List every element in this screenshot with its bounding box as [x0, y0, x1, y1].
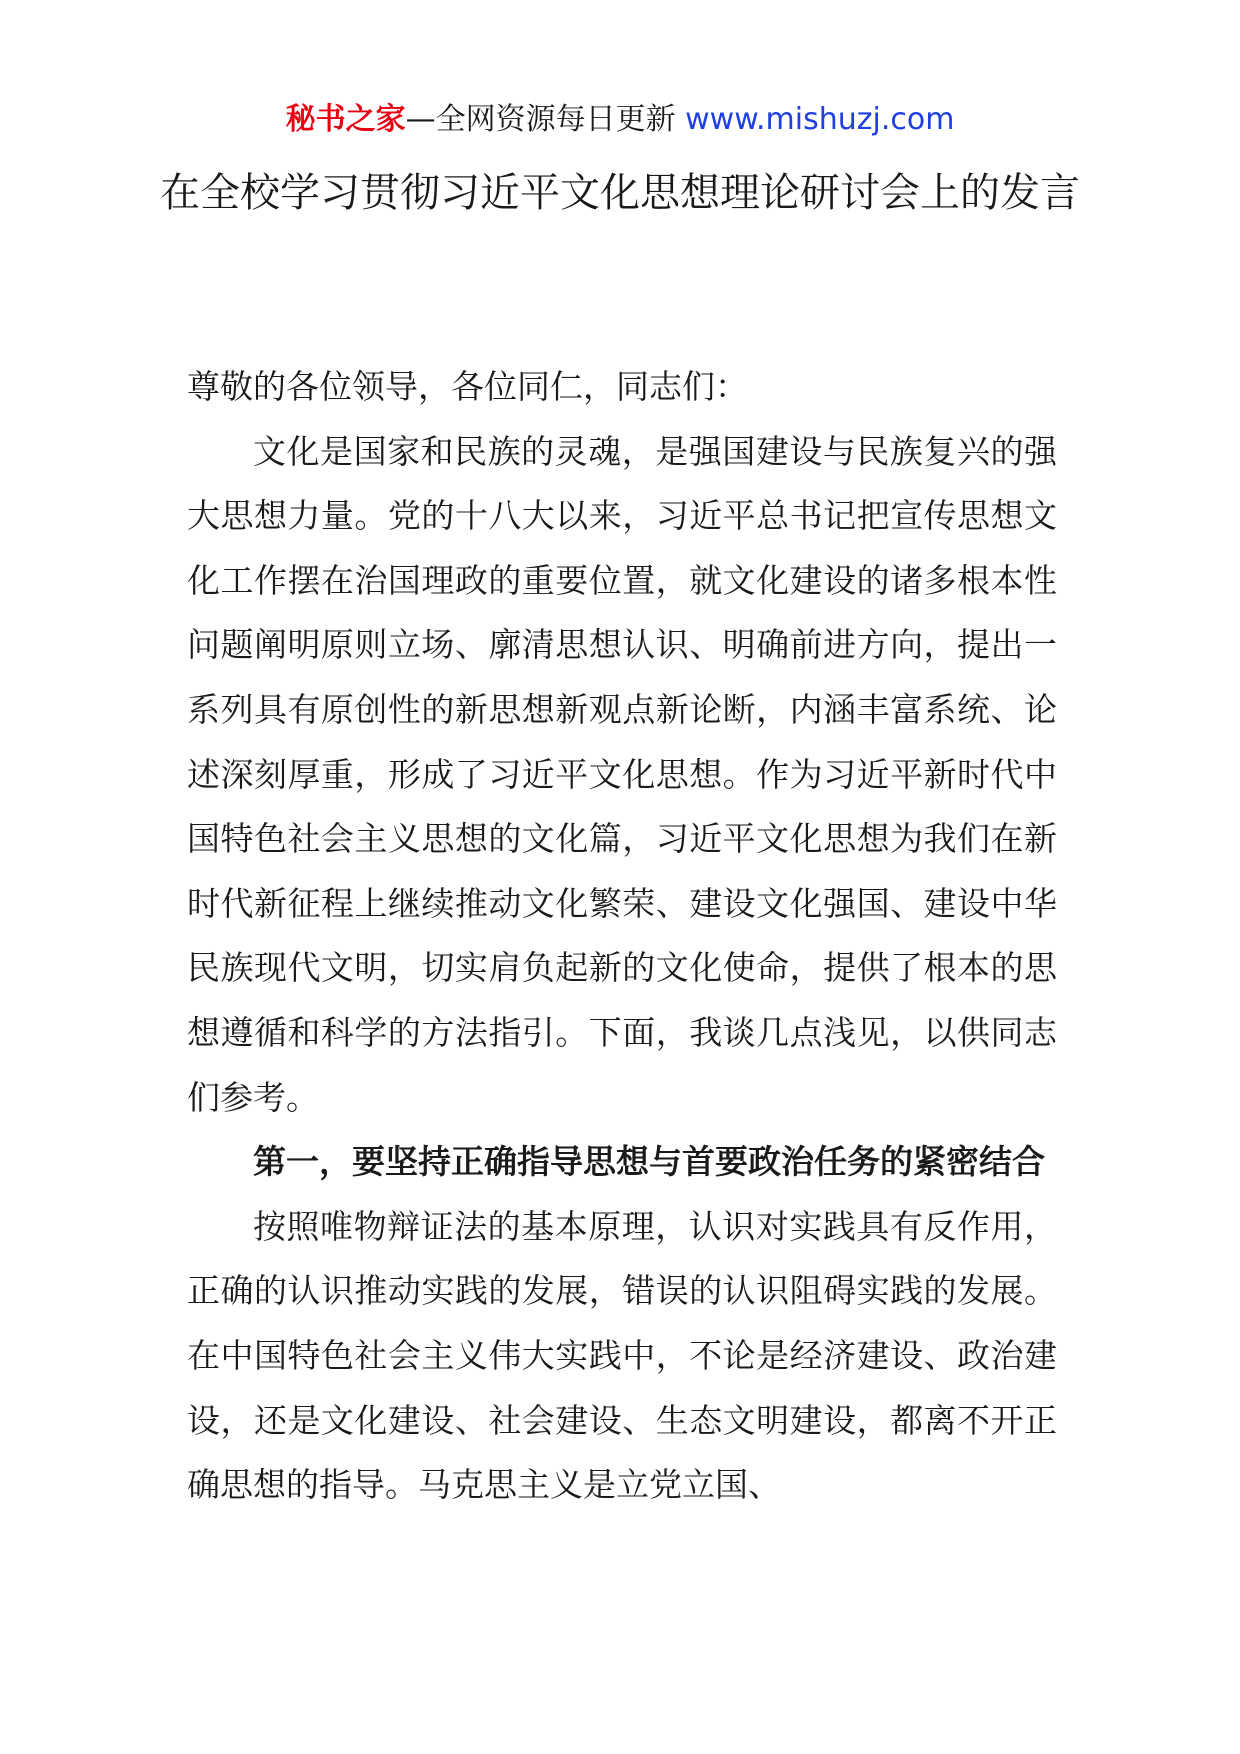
- header-tagline: —全网资源每日更新: [405, 102, 686, 137]
- brand-name: 秘书之家: [285, 102, 406, 137]
- document-title: 在全校学习贯彻习近平文化思想理论研讨会上的发言: [160, 170, 1080, 216]
- paragraph-intro: 文化是国家和民族的灵魂，是强国建设与民族复兴的强大思想力量。党的十八大以来，习近平总书记把宣传思想文化工作摆在治国理政的重要位置，就文化建设的诸多根本性问题阐明原则立场、廓清思想认识、明确前进方向，提出一系列具有原创性的新思想新观点新论断，内涵丰富系统、论述深刻厚重，形成了习近平文化思想。作为习近平新时代中国特色社会主义思想的文化篇，习近平文化思想为我们在新时代新征程上继续推动文化繁荣、建设文化强国、建设中华民族现代文明，切实肩负起新的文化使命，提供了根本的思想遵循和科学的方法指引。下面，我谈几点浅见，以供同志们参考。: [187, 431, 1057, 1117]
- site-header: [0, 100, 1240, 140]
- salutation: 尊敬的各位领导，各位同仁，同志们：: [187, 367, 748, 406]
- site-url[interactable]: www.mishuzj.com: [685, 102, 955, 137]
- paragraph-section-1: 按照唯物辩证法的基本原理，认识对实践具有反作用，正确的认识推动实践的发展，错误的认识阻碍实践的发展。在中国特色社会主义伟大实践中，不论是经济建设、政治建设，还是文化建设、社会建设、生态文明建设，都离不开正确思想的指导。马克思主义是立党立国、: [187, 1206, 1057, 1505]
- document-body: [187, 355, 1057, 1518]
- section-heading-1: 第一，要坚持正确指导思想与首要政治任务的紧密结合: [253, 1142, 1045, 1182]
